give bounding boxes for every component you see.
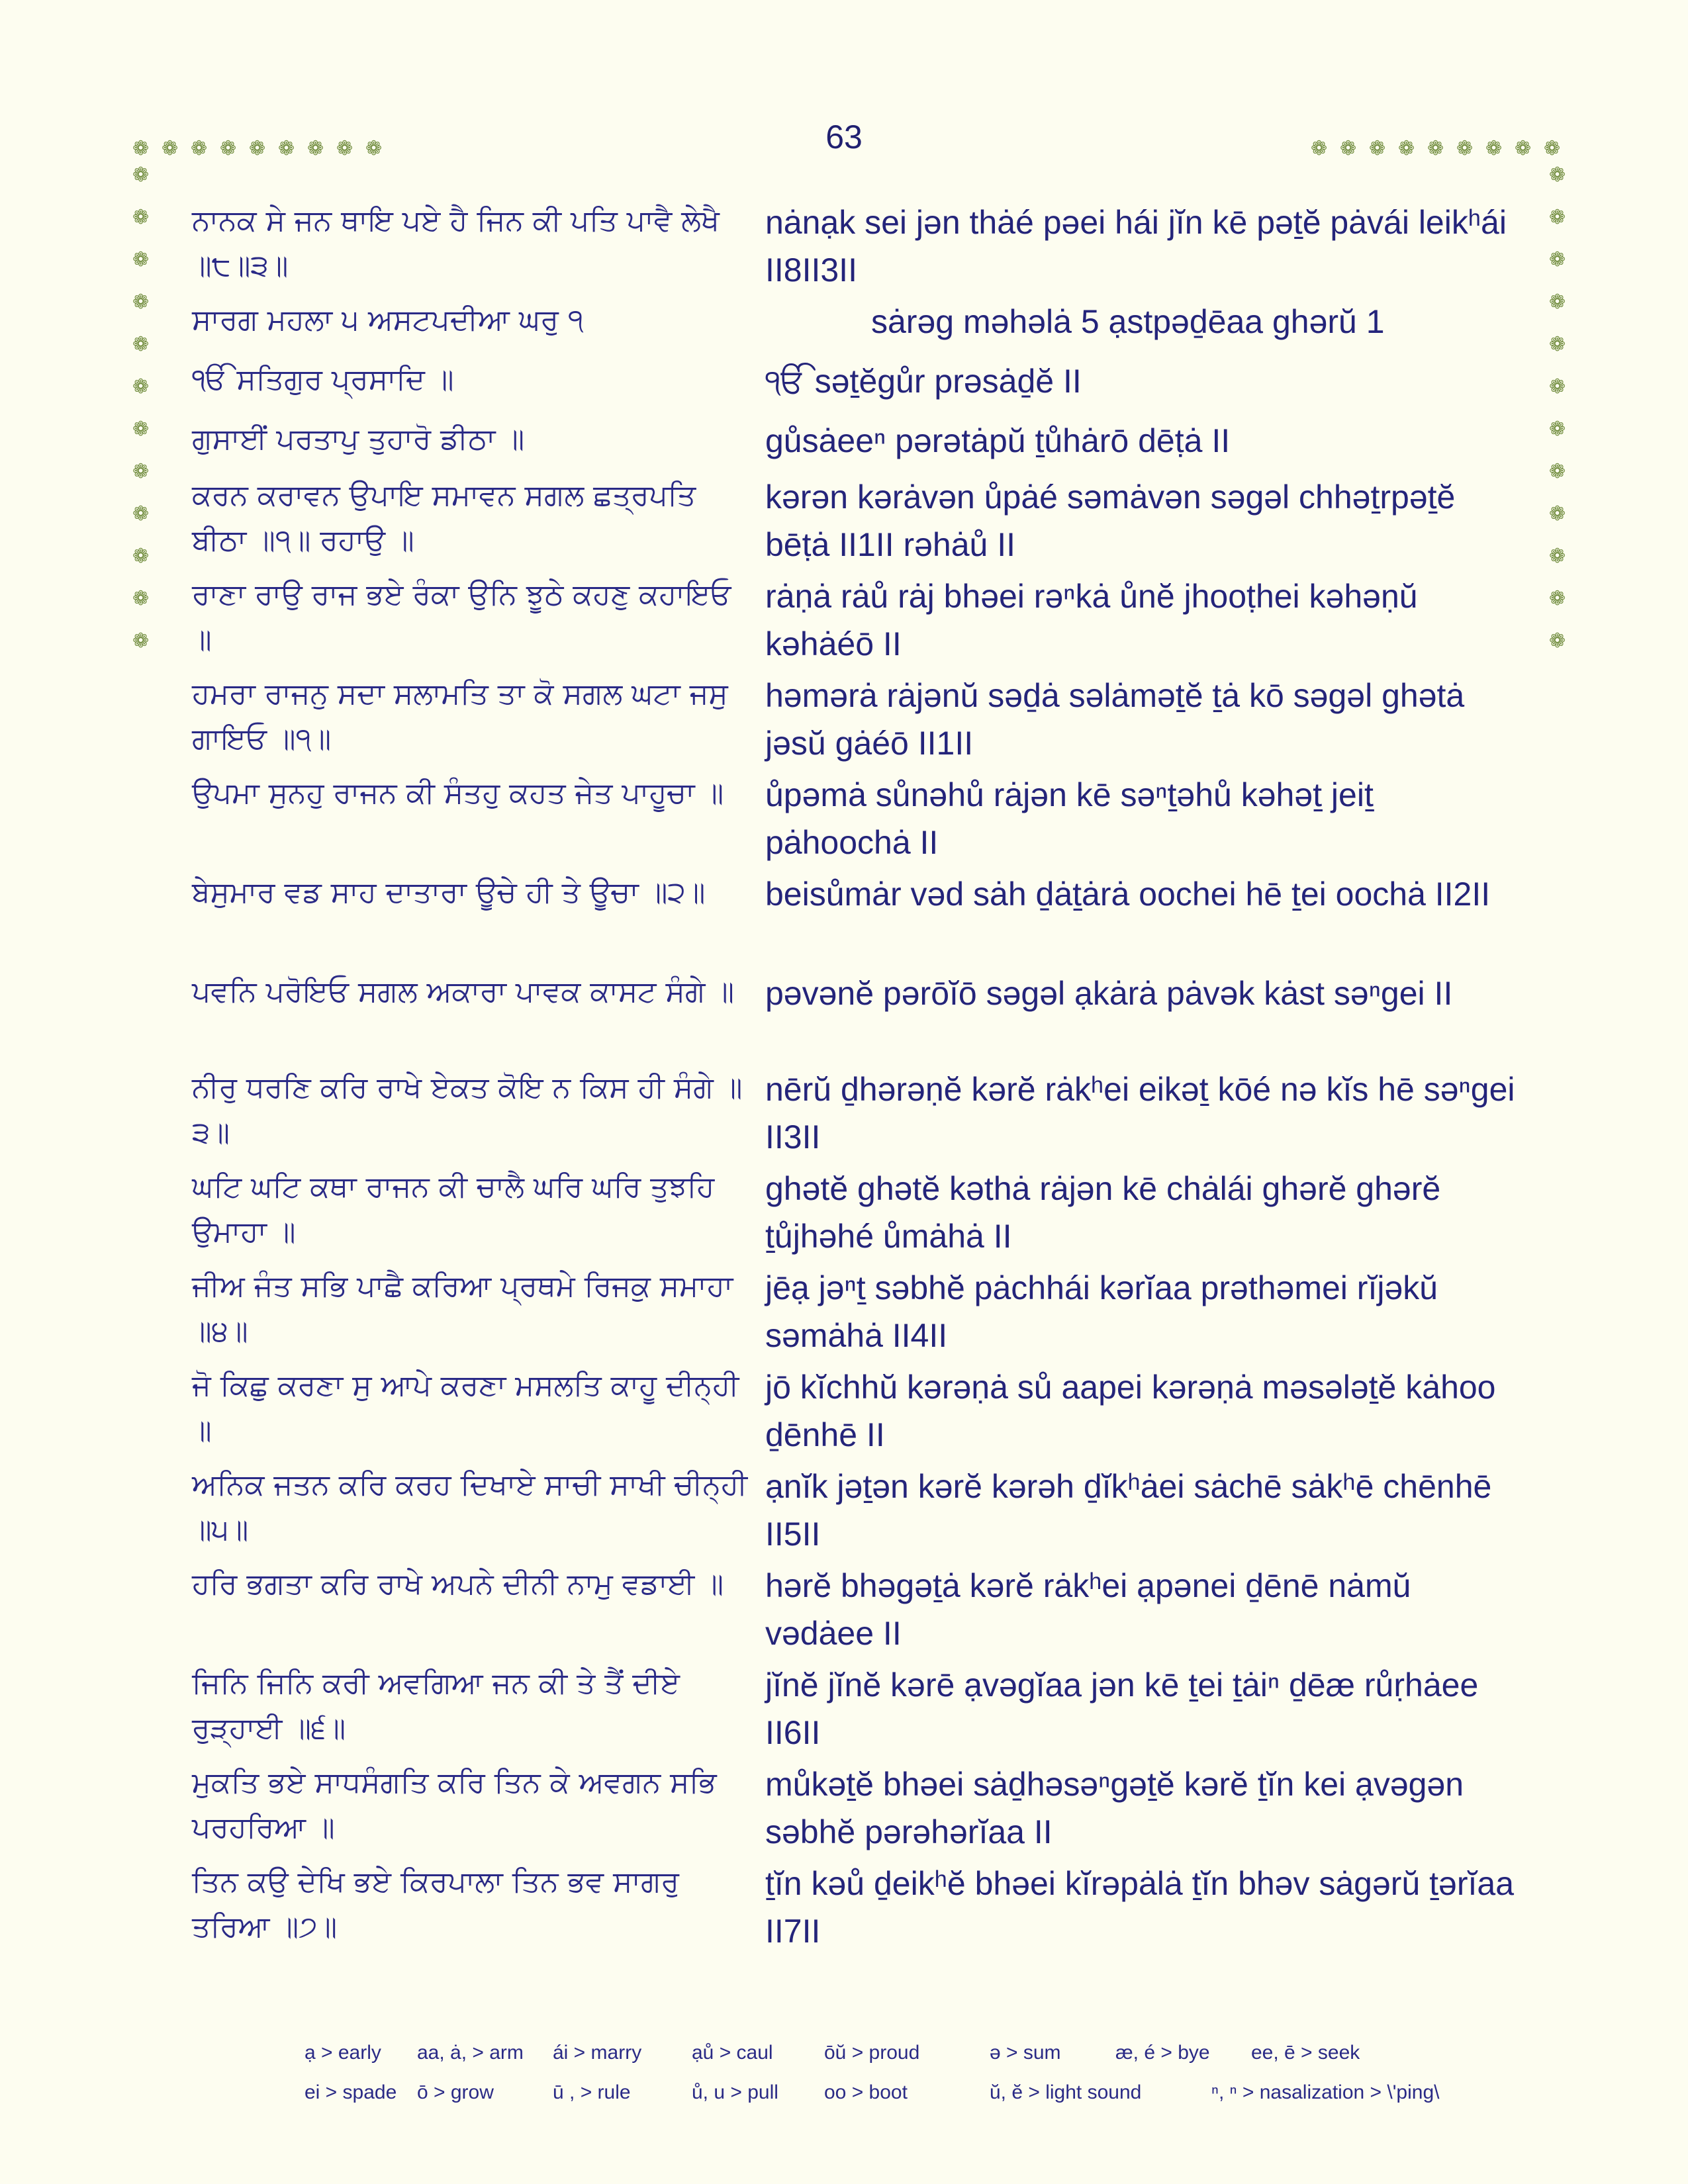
legend-item: oo > boot	[824, 2081, 908, 2103]
flower-ornament-icon: ❁	[307, 137, 324, 160]
transliteration-line: můkəṯĕ bhəei sȧḏhəsəⁿgəṯĕ kərĕ ṯĭn kei ạvəgən səbhĕ pərəhərĭaa II	[765, 1766, 1464, 1850]
gurmukhi-line: ਨਾਨਕ ਸੇ ਜਨ ਥਾਇ ਪਏ ਹੈ ਜਿਨ ਕੀ ਪਤਿ ਪਾਵੈ ਲੇਖੈ ॥੮॥੩॥	[192, 204, 720, 283]
flower-ornament-icon: ❁	[1549, 587, 1566, 610]
flower-ornament-icon: ❁	[132, 502, 150, 525]
flower-ornament-icon: ❁	[1340, 137, 1357, 160]
flower-ornament-icon: ❁	[336, 137, 353, 160]
gurmukhi-line: ੴ ਸਤਿਗੁਰ ਪ੍ਰਸਾਦਿ ॥	[192, 363, 454, 396]
gurmukhi-line: ਜੋ ਕਿਛੁ ਕਰਣਾ ਸੁ ਆਪੇ ਕਰਣਾ ਮਸਲਤਿ ਕਾਹੂ ਦੀਨ੍ਹੀ ॥	[192, 1369, 739, 1447]
legend-item: ō > grow	[417, 2081, 494, 2103]
legend-item: aa, ȧ, > arm	[417, 2042, 524, 2064]
flower-ornament-icon: ❁	[1549, 418, 1566, 441]
flower-ornament-icon: ❁	[249, 137, 266, 160]
flower-ornament-icon: ❁	[1549, 333, 1566, 356]
flower-ornament-icon: ❁	[191, 137, 208, 160]
gurmukhi-line: ਜੀਅ ਜੰਤ ਸਭਿ ਪਾਛੈ ਕਰਿਆ ਪ੍ਰਥਮੇ ਰਿਜਕੁ ਸਮਾਹਾ ॥੪॥	[192, 1269, 733, 1348]
gurmukhi-line: ਕਰਨ ਕਰਾਵਨ ਉਪਾਇ ਸਮਾਵਨ ਸਗਲ ਛਤ੍ਰਪਤਿ ਬੀਠਾ ॥੧॥ ਰਹਾਉ ॥	[192, 478, 696, 557]
transliteration-line: jō kĭchhŭ kərəṇȧ sů aapei kərəṇȧ məsələṯĕ kȧhoo ḏēnhē II	[765, 1369, 1496, 1453]
flower-ornament-icon: ❁	[1549, 163, 1566, 187]
transliteration-line: ṯĭn kəů ḏeikʰĕ bhəei kĭrəpȧlȧ ṯĭn bhəv sȧgərŭ ṯərĭaa II7II	[765, 1865, 1515, 1950]
flower-ornament-icon: ❁	[132, 163, 150, 187]
flower-ornament-icon: ❁	[132, 418, 150, 441]
legend-item: ōŭ > proud	[824, 2042, 920, 2064]
page-number: 63	[825, 118, 863, 156]
flower-ornament-icon: ❁	[1549, 460, 1566, 483]
gurmukhi-line: ਹਮਰਾ ਰਾਜਨੁ ਸਦਾ ਸਲਾਮਤਿ ਤਾ ਕੋ ਸਗਲ ਘਟਾ ਜਸੁ ਗਾਇਓ ॥੧॥	[192, 677, 728, 756]
transliteration-line: ạnĭk jəṯən kərĕ kərəh ḏĭkʰȧei sȧchē sȧkʰē chēnhē II5II	[765, 1468, 1492, 1553]
transliteration-line: jĭnĕ jĭnĕ kərē ạvəgĭaa jən kē ṯei ṯȧiⁿ ḏēæ růṛhȧee II6II	[765, 1666, 1479, 1751]
transliteration-line: ghətĕ ghətĕ kəthȧ rȧjən kē chȧlái ghərĕ ghərĕ ṯůjhəhé ůmȧhȧ II	[765, 1170, 1441, 1255]
legend-item: ạů > caul	[692, 2042, 773, 2064]
flower-ornament-icon: ❁	[1549, 291, 1566, 314]
flower-ornament-icon: ❁	[132, 460, 150, 483]
transliteration-line: kərən kərȧvən ůpȧé səmȧvən səgəl chhəṯrpəṯĕ bēṭȧ II1II rəhȧů II	[765, 478, 1456, 563]
transliteration-line: hərĕ bhəgəṯȧ kərĕ rȧkʰei ạpənei ḏēnē nȧmŭ vədȧee II	[765, 1567, 1411, 1652]
flower-ornament-icon: ❁	[1549, 545, 1566, 568]
gurmukhi-line: ਘਟਿ ਘਟਿ ਕਥਾ ਰਾਜਨ ਕੀ ਚਾਲੈ ਘਰਿ ਘਰਿ ਤੁਝਹਿ ਉਮਾਹਾ ॥	[192, 1170, 715, 1249]
transliteration-line: rȧṇȧ rȧů rȧj bhəei rəⁿkȧ ůnĕ jhooṭhei kəhəṇŭ kəhȧéō II	[765, 578, 1418, 662]
flower-ornament-icon: ❁	[1549, 629, 1566, 653]
transliteration-line: ੴ səṯĕgůr prəsȧḏĕ II	[765, 363, 1082, 400]
transliteration-line: ůpəmȧ sůnəhů rȧjən kē səⁿṯəhů kəhəṯ jeiṯ pȧhoochȧ II	[765, 776, 1374, 861]
flower-ornament-icon: ❁	[1427, 137, 1444, 160]
gurmukhi-line: ਗੁਸਾਈਂ ਪਰਤਾਪੁ ਤੁਹਾਰੋ ਡੀਠਾ ॥	[192, 422, 525, 456]
transliteration-line: pəvənĕ pərōĭō səgəl ạkȧrȧ pȧvək kȧst səⁿgei II	[765, 975, 1453, 1012]
transliteration-line: sȧrəg məhəlȧ 5 ạstpəḏēaa ghərŭ 1	[871, 303, 1385, 340]
flower-ornament-icon: ❁	[1549, 375, 1566, 398]
gurmukhi-line: ਜਿਨਿ ਜਿਨਿ ਕਰੀ ਅਵਗਿਆ ਜਨ ਕੀ ਤੇ ਤੈਂ ਦੀਏ ਰੁੜ੍ਹਾਈ ॥੬॥	[192, 1666, 680, 1745]
gurmukhi-line: ਹਰਿ ਭਗਤਾ ਕਰਿ ਰਾਖੇ ਅਪਨੇ ਦੀਨੀ ਨਾਮੁ ਵਡਾਈ ॥	[192, 1567, 724, 1601]
legend-item: ạ > early	[305, 2042, 381, 2064]
flower-ornament-icon: ❁	[132, 291, 150, 314]
gurmukhi-line: ਨੀਰੁ ਧਰਣਿ ਕਰਿ ਰਾਖੇ ਏਕਤ ਕੋਇ ਨ ਕਿਸ ਹੀ ਸੰਗੇ ॥੩॥	[192, 1071, 743, 1150]
gurmukhi-line: ਰਾਣਾ ਰਾਉ ਰਾਜ ਭਏ ਰੰਕਾ ਉਨਿ ਝੂਠੇ ਕਹਣੁ ਕਹਾਇਓ ॥	[192, 578, 731, 657]
flower-ornament-icon: ❁	[162, 137, 179, 160]
flower-ornament-icon: ❁	[132, 206, 150, 229]
legend-item: ū , > rule	[553, 2081, 631, 2103]
transliteration-line: nērŭ ḏhərəṇĕ kərĕ rȧkʰei eikəṯ kōé nə kĭs hē səⁿgei II3II	[765, 1071, 1515, 1156]
transliteration-line: nȧnạk sei jən thȧé pəei hái jĭn kē pəṯĕ pȧvái leikʰái II8II3II	[765, 204, 1507, 289]
flower-ornament-icon: ❁	[1456, 137, 1474, 160]
flower-ornament-icon: ❁	[132, 137, 150, 160]
flower-ornament-icon: ❁	[1544, 137, 1561, 160]
flower-ornament-icon: ❁	[1398, 137, 1415, 160]
transliteration-line: jēạ jəⁿṯ səbhĕ pȧchhái kərĭaa prəthəmei rĭjəkŭ səmȧhȧ II4II	[765, 1269, 1438, 1354]
flower-ornament-icon: ❁	[365, 137, 383, 160]
legend-item: ei > spade	[305, 2081, 397, 2103]
flower-ornament-icon: ❁	[132, 375, 150, 398]
legend-row	[305, 2081, 1496, 2121]
gurmukhi-line: ਤਿਨ ਕਉ ਦੇਖਿ ਭਏ ਕਿਰਪਾਲਾ ਤਿਨ ਭਵ ਸਾਗਰੁ ਤਰਿਆ ॥੭॥	[192, 1865, 679, 1944]
transliteration-line: gůsȧeeⁿ pərətȧpŭ ṯůhȧrō dēṭȧ II	[765, 422, 1231, 459]
flower-ornament-icon: ❁	[1311, 137, 1328, 160]
gurmukhi-line: ਬੇਸੁਮਾਰ ਵਡ ਸਾਹ ਦਾਤਾਰਾ ਊਚੇ ਹੀ ਤੇ ਊਚਾ ॥੨॥	[192, 876, 706, 909]
legend-item: ə > sum	[990, 2042, 1061, 2064]
pronunciation-legend	[305, 2042, 1496, 2121]
legend-item: ů, u > pull	[692, 2081, 778, 2103]
flower-ornament-icon: ❁	[132, 629, 150, 653]
legend-item: ŭ, ĕ > light sound	[990, 2081, 1142, 2103]
gurmukhi-line: ਮੁਕਤਿ ਭਏ ਸਾਧਸੰਗਤਿ ਕਰਿ ਤਿਨ ਕੇ ਅਵਗਨ ਸਭਿ ਪਰਹਰਿਆ ॥	[192, 1766, 717, 1844]
flower-ornament-icon: ❁	[132, 248, 150, 271]
flower-ornament-icon: ❁	[278, 137, 295, 160]
flower-ornament-icon: ❁	[1549, 248, 1566, 271]
legend-item: ⁿ, ⁿ > nasalization > \'ping\	[1211, 2081, 1440, 2103]
gurmukhi-line: ਉਪਮਾ ਸੁਨਹੁ ਰਾਜਨ ਕੀ ਸੰਤਹੁ ਕਹਤ ਜੇਤ ਪਾਹੂਚਾ ॥	[192, 776, 724, 810]
gurmukhi-line: ਸਾਰਗ ਮਹਲਾ ੫ ਅਸਟਪਦੀਆ ਘਰੁ ੧	[192, 303, 584, 337]
legend-item: æ, é > bye	[1115, 2042, 1210, 2064]
flower-ornament-icon: ❁	[220, 137, 237, 160]
flower-ornament-icon: ❁	[1369, 137, 1386, 160]
gurmukhi-line: ਪਵਨਿ ਪਰੋਇਓ ਸਗਲ ਅਕਾਰਾ ਪਾਵਕ ਕਾਸਟ ਸੰਗੇ ॥	[192, 975, 735, 1009]
flower-ornament-icon: ❁	[1549, 206, 1566, 229]
legend-row	[305, 2042, 1496, 2081]
flower-ornament-icon: ❁	[132, 587, 150, 610]
flower-ornament-icon: ❁	[132, 333, 150, 356]
flower-ornament-icon: ❁	[1485, 137, 1503, 160]
flower-ornament-icon: ❁	[132, 545, 150, 568]
transliteration-line: həmərȧ rȧjənŭ səḏȧ səlȧməṯĕ ṯȧ kō səgəl ghətȧ jəsŭ gȧéō II1II	[765, 677, 1465, 762]
gurmukhi-line: ਅਨਿਕ ਜਤਨ ਕਰਿ ਕਰਹ ਦਿਖਾਏ ਸਾਚੀ ਸਾਖੀ ਚੀਨ੍ਹੀ ॥੫॥	[192, 1468, 748, 1547]
flower-ornament-icon: ❁	[1515, 137, 1532, 160]
legend-item: ái > marry	[553, 2042, 642, 2064]
legend-item: ee, ē > seek	[1251, 2042, 1360, 2064]
transliteration-line: beisůmȧr vəd sȧh ḏȧṯȧrȧ oochei hē ṯei oochȧ II2II	[765, 876, 1491, 913]
flower-ornament-icon: ❁	[1549, 502, 1566, 525]
